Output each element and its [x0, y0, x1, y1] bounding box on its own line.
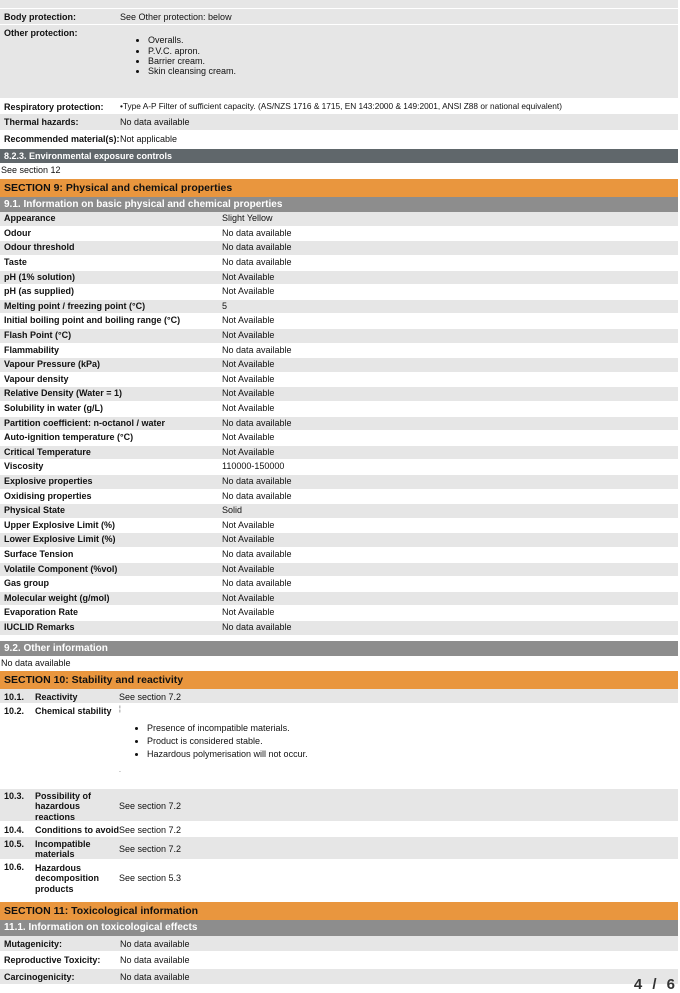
property-label: Gas group [4, 578, 50, 589]
property-row [0, 241, 678, 256]
chemical-stability-list-wrap [119, 704, 678, 775]
other-protection-list [120, 35, 678, 76]
reproductive-toxicity-value: No data available [120, 955, 190, 966]
row-value: See section 5.3 [119, 873, 182, 884]
property-row [0, 227, 678, 242]
property-label: Appearance [4, 213, 56, 224]
carcinogenicity-row [0, 969, 678, 985]
property-row [0, 373, 678, 388]
property-value: Not Available [222, 607, 275, 618]
property-row [0, 577, 678, 592]
tick-mark: . [119, 767, 121, 775]
list-item: • Barrier cream. [148, 56, 678, 66]
property-value: Not Available [222, 271, 275, 282]
respiratory-protection-label: Respiratory protection: [4, 102, 104, 113]
properties-table [0, 212, 678, 635]
mutagenicity-label: Mutagenicity: [4, 938, 63, 949]
mutagenicity-value: No data available [120, 938, 190, 949]
property-label: Evaporation Rate [4, 607, 79, 618]
chemical-stability-list [119, 722, 678, 761]
list-item: • Hazardous polymerisation will not occur. [147, 748, 678, 761]
row-number: 10.6. [4, 862, 25, 873]
thermal-hazards-label: Thermal hazards: [4, 117, 79, 128]
property-value: Not Available [222, 446, 275, 457]
property-row [0, 417, 678, 432]
env-exposure-heading: 8.2.3. Environmental exposure controls [0, 149, 678, 163]
other-protection-row [0, 25, 678, 99]
respiratory-protection-row [0, 99, 678, 114]
property-label: Auto-ignition temperature (°C) [4, 432, 134, 443]
row-title: Incompatible materials [35, 839, 91, 860]
property-row [0, 606, 678, 621]
property-value: Not Available [222, 403, 275, 413]
tick-mark: ¦ [119, 706, 121, 714]
property-label: Physical State [4, 505, 66, 516]
property-row [0, 475, 678, 490]
property-value: No data available [222, 417, 292, 428]
other-protection-list-wrap [120, 25, 678, 78]
section-11-1-heading: 11.1. Information on toxicological effects [0, 920, 678, 936]
list-item: • Product is considered stable. [147, 735, 678, 748]
property-row [0, 446, 678, 461]
row-title: Possibility of hazardous reactions [35, 790, 92, 822]
property-label: Flash Point (°C) [4, 330, 72, 341]
property-row [0, 300, 678, 315]
property-value: Slight Yellow [222, 213, 273, 224]
property-label: Explosive properties [4, 475, 93, 486]
property-row [0, 490, 678, 505]
row-value: See section 7.2 [119, 844, 182, 855]
property-row [0, 212, 678, 227]
page-marker: 4 / 6 [633, 976, 678, 993]
property-label: Critical Temperature [4, 446, 91, 457]
respiratory-protection-value: •Type A-P Filter of sufficient capacity. (AS/NZS 1716 & 1715, EN 143:2000 & 149:2001, ANSI Z88 or national equivalent) [120, 101, 562, 112]
property-value: Not Available [222, 388, 275, 399]
reproductive-toxicity-label: Reproductive Toxicity: [4, 955, 101, 966]
property-row [0, 256, 678, 271]
property-row [0, 460, 678, 475]
row-number: 10.2. [4, 706, 25, 717]
property-label: Flammability [4, 344, 60, 355]
property-value: No data available [222, 257, 292, 268]
property-row [0, 314, 678, 329]
body-protection-row [0, 9, 678, 25]
property-label: Vapour density [4, 373, 69, 384]
row-value: See section 7.2 [119, 801, 182, 812]
property-label: Melting point / freezing point (°C) [4, 300, 146, 311]
recommended-material-label: Recommended material(s): [4, 133, 120, 144]
property-row [0, 431, 678, 446]
property-label: Viscosity [4, 461, 44, 472]
body-protection-label: Body protection: [4, 12, 76, 22]
hazardous-decomposition-row [0, 860, 678, 895]
section-9-2-heading: 9.2. Other information [0, 641, 678, 657]
section-9-2-text: No data available [1, 658, 71, 668]
recommended-material-value: Not applicable [120, 133, 178, 144]
property-label: Partition coefficient: n-octanol / water [4, 417, 166, 428]
property-row [0, 563, 678, 578]
carcinogenicity-value: No data available [120, 971, 190, 982]
hazardous-reactions-row [0, 789, 678, 822]
reactivity-row [0, 689, 678, 704]
property-label: Relative Density (Water = 1) [4, 388, 122, 399]
property-row [0, 548, 678, 563]
other-protection-label: Other protection: [4, 28, 78, 39]
property-row [0, 344, 678, 359]
top-strip [0, 0, 678, 9]
row-title: Conditions to avoid [35, 825, 119, 836]
carcinogenicity-label: Carcinogenicity: [4, 971, 75, 982]
property-value: No data available [222, 578, 292, 589]
property-value: No data available [222, 242, 292, 253]
property-value: Not Available [222, 359, 275, 370]
body-protection-value: See Other protection: below [120, 12, 232, 22]
conditions-to-avoid-row [0, 822, 678, 837]
list-item: • P.V.C. apron. [148, 46, 678, 56]
property-value: Not Available [222, 373, 275, 384]
property-row [0, 533, 678, 548]
row-title: Chemical stability [35, 706, 112, 717]
property-value: No data available [222, 227, 292, 238]
property-value: Not Available [222, 286, 275, 297]
toxicology-table [0, 936, 678, 985]
list-item: • Presence of incompatible materials. [147, 722, 678, 735]
thermal-hazards-row [0, 114, 678, 130]
property-value: Not Available [222, 563, 275, 574]
property-value: Not Available [222, 534, 275, 545]
section-9-heading: SECTION 9: Physical and chemical properties [0, 179, 678, 197]
property-label: Solubility in water (g/L) [4, 403, 103, 413]
property-label: Volatile Component (%vol) [4, 563, 118, 574]
row-number: 10.4. [4, 825, 25, 836]
property-row [0, 592, 678, 607]
mutagenicity-row [0, 936, 678, 952]
section-9-1-heading: 9.1. Information on basic physical and chemical properties [0, 197, 678, 213]
property-label: Oxidising properties [4, 490, 92, 501]
property-value: No data available [222, 490, 292, 501]
row-number: 10.1. [4, 692, 25, 703]
property-label: Odour threshold [4, 242, 75, 253]
row-number: 10.5. [4, 839, 25, 850]
property-label: Lower Explosive Limit (%) [4, 534, 116, 545]
section-10-table [0, 689, 678, 895]
incompatible-materials-row [0, 837, 678, 860]
row-number: 10.3. [4, 791, 25, 802]
property-value: Not Available [222, 592, 275, 603]
property-label: Vapour Pressure (kPa) [4, 359, 101, 370]
property-label: Odour [4, 227, 31, 238]
property-row [0, 285, 678, 300]
thermal-hazards-value: No data available [120, 117, 190, 128]
recommended-material-row [0, 131, 678, 147]
property-row [0, 329, 678, 344]
property-row [0, 358, 678, 373]
section-8-tail [0, 9, 678, 179]
property-label: pH (as supplied) [4, 286, 75, 297]
property-value: No data available [222, 548, 292, 559]
section-10-heading: SECTION 10: Stability and reactivity [0, 671, 678, 689]
row-title: Reactivity [35, 692, 78, 703]
property-value: 110000-150000 [222, 461, 285, 472]
property-label: Surface Tension [4, 548, 74, 559]
property-value: Not Available [222, 519, 275, 530]
property-label: Upper Explosive Limit (%) [4, 519, 116, 530]
property-row [0, 387, 678, 402]
property-label: IUCLID Remarks [4, 621, 75, 632]
property-label: Molecular weight (g/mol) [4, 592, 110, 603]
list-item: • Skin cleansing cream. [148, 66, 678, 76]
property-row [0, 519, 678, 534]
property-row [0, 504, 678, 519]
property-label: Taste [4, 257, 27, 268]
row-title: Hazardous decomposition products [35, 862, 100, 894]
property-value: No data available [222, 344, 292, 355]
property-value: 5 [222, 300, 228, 311]
property-value: Not Available [222, 330, 275, 341]
property-row [0, 402, 678, 417]
property-value: No data available [222, 475, 292, 486]
row-value: See section 7.2 [119, 692, 182, 703]
chemical-stability-row [0, 704, 678, 789]
section-11-heading: SECTION 11: Toxicological information [0, 902, 678, 920]
property-value: Not Available [222, 315, 275, 326]
property-value: Solid [222, 505, 243, 516]
property-value: No data available [222, 621, 292, 632]
property-row [0, 621, 678, 636]
row-value: See section 7.2 [119, 825, 182, 836]
list-item: • Overalls. [148, 35, 678, 45]
property-row [0, 271, 678, 286]
reproductive-toxicity-row [0, 952, 678, 968]
property-value: Not Available [222, 432, 275, 443]
property-label: pH (1% solution) [4, 271, 75, 282]
property-label: Initial boiling point and boiling range (°C) [4, 315, 181, 326]
env-exposure-text: See section 12 [1, 165, 61, 176]
